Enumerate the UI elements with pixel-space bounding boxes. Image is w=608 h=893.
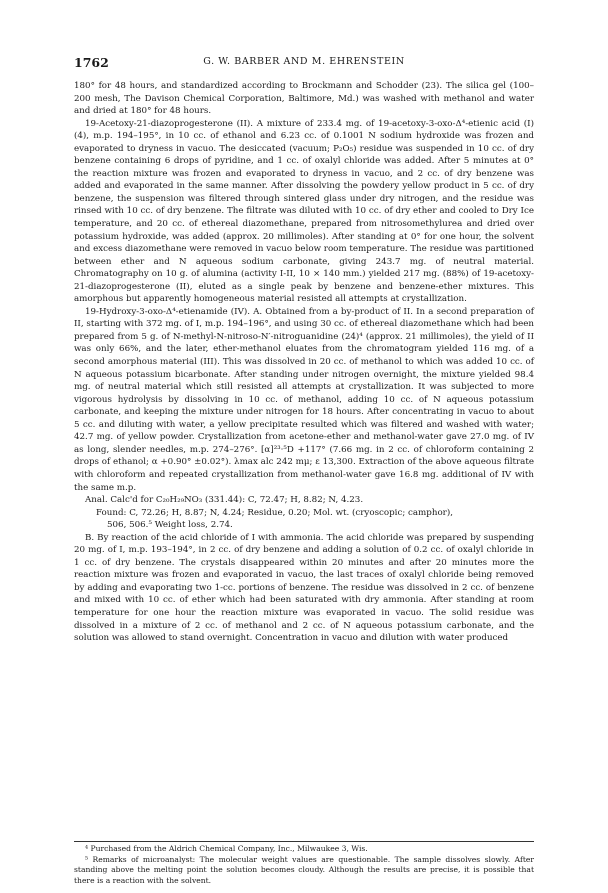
footnotes [74,844,534,886]
footnote-5: ⁵ Remarks of microanalyst: The molecular weight values are questionable. The sample dissolves slowly. After standing above the melting point the solution becomes cloudy. Although the results are precise, it is possible that there is a reaction with the solvent. [74,854,534,885]
page-header [74,55,534,69]
analysis-found: Found: C, 72.26; H, 8.87; N, 4.24; Residue, 0.20; Mol. wt. (cryoscopic; camphor), [96,507,453,518]
paragraph-etienamide-a: 19-Hydroxy-3-oxo-Δ⁴-etienamide (IV). A. Obtained from a by-product of II. In a second preparation of II, starting with 372 mg. of I, m.p. 194–196°, and using 30 cc. of ethereal diazomethane which had been prepared from 5 g. of N-methyl-N-nitroso-N′-nitroguanidine (24)⁴ (approx. 21 millimoles), the yield of II was only 66%, and the later, ether-methanol eluates from the chromatogram yielded 116 mg. of a second amorphous material (III). This was dissolved in 20 cc. of methanol to which was added 10 cc. of N aqueous potassium bicarbonate. After standing under nitrogen overnight, the mixture yielded 98.4 mg. of neutral material which still resisted all attempts at crystallization. It was subjected to more vigorous hydrolysis by dissolving in 10 cc. of methanol, adding 10 cc. of N aqueous potassium carbonate, and keeping the mixture under nitrogen for 18 hours. After concentrating in vacuo to about 5 cc. and diluting with water, a yellow precipitate resulted which was filtered and washed with water; 42.7 mg. of yellow powder. Crystallization from acetone-ether and methanol-water gave 27.0 mg. of IV as long, slender needles, m.p. 274–276°. [α]²³·⁵D +117° (7.66 mg. in 2 cc. of chloroform containing 2 drops of ethanol; α +0.90° ±0.02°). λmax alc 242 mμ; ε 13,300. Extraction of the above aqueous filtrate with chloroform and repeated crystallization from methanol-water gave 16.8 mg. additional of IV with the same m.p. [74,306,534,493]
footnote-divider [74,841,534,842]
running-head: G. W. BARBER AND M. EHRENSTEIN [203,56,405,67]
article-body [74,80,534,645]
paragraph-etienamide-b: B. By reaction of the acid chloride of I with ammonia. The acid chloride was prepared by suspending 20 mg. of I, m.p. 193–194°, in 2 cc. of dry benzene and adding a solution of 0.2 cc. of oxalyl chloride in 1 cc. of dry benzene. The crystals disappeared within 20 minutes and after 20 minutes more the reaction mixture was frozen and evaporated in vacuo, the last traces of oxalyl chloride being removed by adding and evaporating two 1-cc. portions of benzene. The residue was dissolved in 2 cc. of benzene and mixed with 10 cc. of ether which had been saturated with dry ammonia. After standing at room temperature for one hour the reaction mixture was evaporated in vacuo. The solid residue was dissolved in a mixture of 2 cc. of methanol and 2 cc. of N aqueous potassium carbonate, and the solution was allowed to stand overnight. Concentration in vacuo and dilution with water produced [74,532,534,644]
analysis-found-continued: 506, 506.⁵ Weight loss, 2.74. [107,520,233,531]
footnote-4: ⁴ Purchased from the Aldrich Chemical Company, Inc., Milwaukee 3, Wis. [85,844,368,853]
page-number: 1762 [74,55,109,70]
paragraph-diazoprogesterone: 19-Acetoxy-21-diazoprogesterone (II). A mixture of 233.4 mg. of 19-acetoxy-3-oxo-Δ⁴-etienic acid (I) (4), m.p. 194–195°, in 10 cc. of ethanol and 6.23 cc. of 0.1001 N sodium hydroxide was frozen and evaporated to dryness in vacuo. The desiccated (vacuum; P₂O₅) residue was suspended in 10 cc. of dry benzene containing 6 drops of pyridine, and 1 cc. of oxalyl chloride was added. After 5 minutes at 0° the reaction mixture was frozen and evaporated to dryness in vacuo, and 2 cc. of dry benzene was added and evaporated in the same manner. After dissolving the powdery yellow product in 5 cc. of dry benzene, the suspension was filtered through sintered glass under dry nitrogen, and the residue was rinsed with 10 cc. of dry benzene. The filtrate was diluted with 10 cc. of dry ether and cooled to Dry Ice temperature, and 20 cc. of ethereal diazomethane, prepared from nitrosomethylurea and dried over potassium hydroxide, was added (approx. 20 millimoles). After standing at 0° for one hour, the solvent and excess diazomethane were removed in vacuo below room temperature. The residue was partitioned between ether and N aqueous sodium carbonate, giving 243.7 mg. of neutral material. Chromatography on 10 g. of alumina (activity I-II, 10 × 140 mm.) yielded 217 mg. (88%) of 19-acetoxy-21-diazoprogesterone (II), eluted as a single peak by benzene and benzene-ether mixtures. This amorphous but apparently homogeneous material resisted all attempts at crystallization. [74,118,534,305]
paragraph-silica-gel: 180° for 48 hours, and standardized according to Brockmann and Schodder (23). The silica gel (100–200 mesh, The Davison Chemical Corporation, Baltimore, Md.) was washed with methanol and water and dried at 180° for 48 hours. [74,81,534,117]
analysis-calculated: Anal. Calc'd for C₂₀H₂₉NO₃ (331.44): C, 72.47; H, 8.82; N, 4.23. [85,495,364,506]
